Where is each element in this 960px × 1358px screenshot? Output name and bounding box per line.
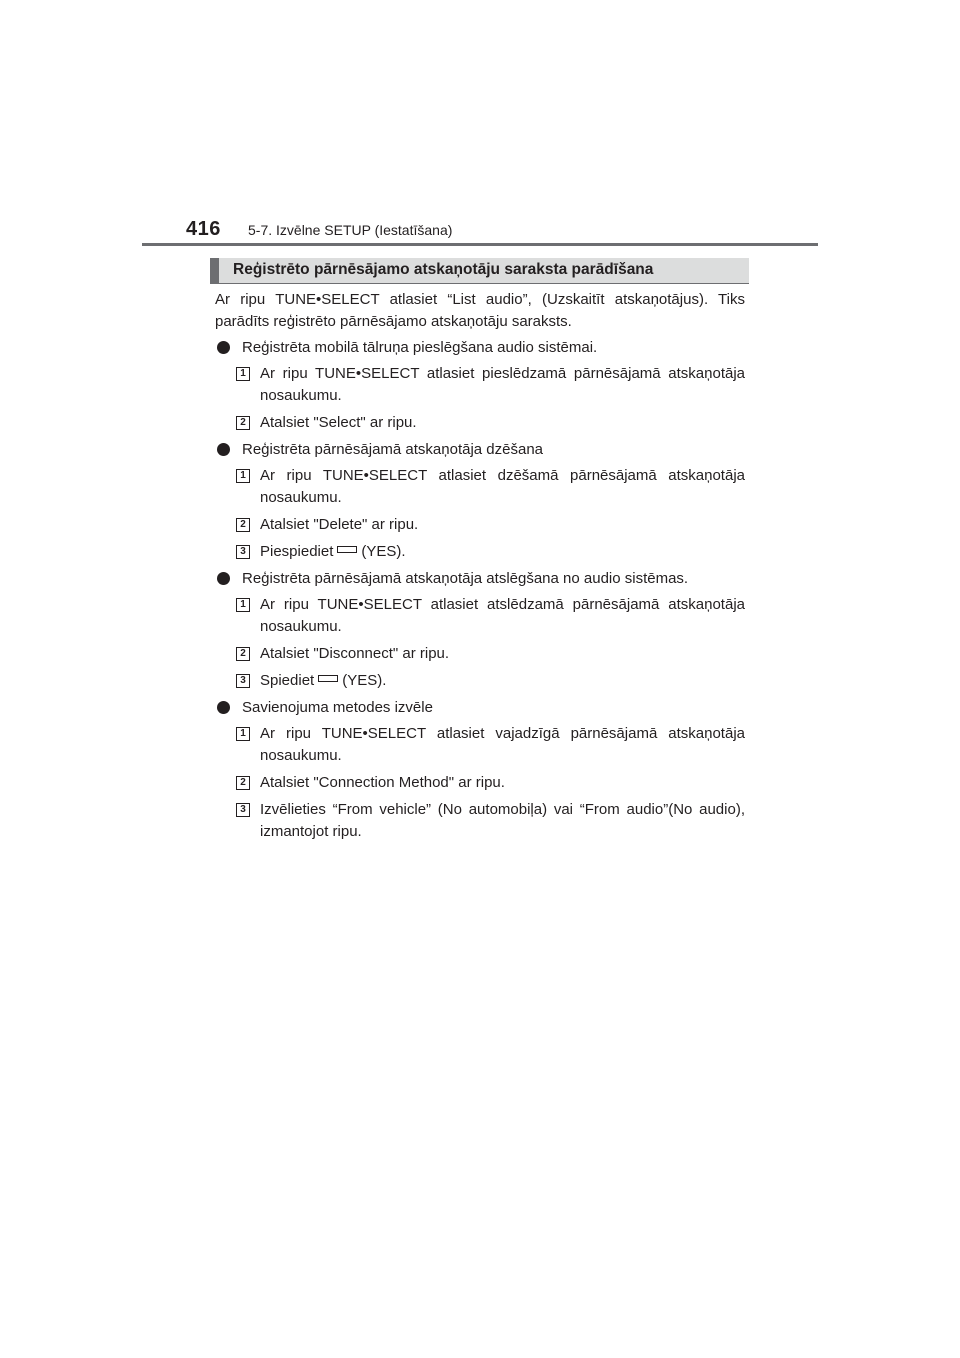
step-number: 1 <box>236 727 250 741</box>
bullet-text: Savienojuma metodes izvēle <box>242 699 433 716</box>
step-number: 1 <box>236 367 250 381</box>
step-number: 2 <box>236 776 250 790</box>
bullet-item <box>215 568 745 590</box>
step-text: Ar ripu TUNE•SELECT atlasiet vajadzīgā pārnēsājamā atskaņotāja nosaukumu. <box>260 725 745 764</box>
step-text-after: (YES). <box>342 672 387 689</box>
step-text-after: (YES). <box>361 543 406 560</box>
step-number: 1 <box>236 598 250 612</box>
step-number: 3 <box>236 803 250 817</box>
step-text: Atalsiet "Select" ar ripu. <box>260 414 417 431</box>
bullet-item <box>215 439 745 461</box>
step-text: Izvēlieties “From vehicle” (No automobiļa) vai “From audio”(No audio), izmantojot ripu. <box>260 801 745 840</box>
step-item <box>215 465 745 509</box>
bullet-item <box>215 337 745 359</box>
bullet-text: Reģistrēta pārnēsājamā atskaņotāja dzēšana <box>242 441 544 458</box>
intro-paragraph: Ar ripu TUNE•SELECT atlasiet “List audio”, (Uzskaitīt atskaņotājus). Tiks parādīts reģistrēto pārnēsājamo atskaņotāju saraksts. <box>215 291 745 330</box>
step-item <box>215 772 745 794</box>
step-text: Atalsiet "Delete" ar ripu. <box>260 516 419 533</box>
section-heading-bar <box>210 258 749 284</box>
bullet-icon <box>217 572 230 585</box>
step-item <box>215 799 745 843</box>
step-text: Atalsiet "Connection Method" ar ripu. <box>260 774 505 791</box>
step-item <box>215 643 745 665</box>
running-title: 5-7. Izvēlne SETUP (Iestatīšana) <box>248 222 453 238</box>
bullet-item <box>215 697 745 719</box>
step-number: 1 <box>236 469 250 483</box>
step-number: 3 <box>236 545 250 559</box>
step-number: 2 <box>236 647 250 661</box>
step-text: Ar ripu TUNE•SELECT atlasiet dzēšamā pārnēsājamā atskaņotāja nosaukumu. <box>260 467 745 506</box>
step-text-before: Spiediet <box>260 672 315 689</box>
step-item <box>215 541 745 563</box>
step-number: 2 <box>236 518 250 532</box>
step-number: 3 <box>236 674 250 688</box>
preset-button-icon <box>337 546 357 553</box>
step-text: Ar ripu TUNE•SELECT atlasiet atslēdzamā pārnēsājamā atskaņotāja nosaukumu. <box>260 596 745 635</box>
header-divider <box>142 243 818 246</box>
step-item <box>215 514 745 536</box>
bullet-icon <box>217 443 230 456</box>
content-body <box>215 289 745 848</box>
bullet-text: Reģistrēta mobilā tālruņa pieslēgšana audio sistēmai. <box>242 339 598 356</box>
step-text-before: Piespiediet <box>260 543 334 560</box>
step-text: Ar ripu TUNE•SELECT atlasiet pieslēdzamā pārnēsājamā atskaņotāja nosaukumu. <box>260 365 745 404</box>
bullet-icon <box>217 701 230 714</box>
bullet-icon <box>217 341 230 354</box>
step-item <box>215 412 745 434</box>
preset-button-icon <box>318 675 338 682</box>
step-item <box>215 723 745 767</box>
step-item <box>215 594 745 638</box>
bullet-text: Reģistrēta pārnēsājamā atskaņotāja atslēgšana no audio sistēmas. <box>242 570 689 587</box>
step-item <box>215 670 745 692</box>
step-item <box>215 363 745 407</box>
step-text: Atalsiet "Disconnect" ar ripu. <box>260 645 450 662</box>
step-number: 2 <box>236 416 250 430</box>
section-title: Reģistrēto pārnēsājamo atskaņotāju saraksta parādīšana <box>233 261 654 278</box>
page-number: 416 <box>186 218 221 240</box>
